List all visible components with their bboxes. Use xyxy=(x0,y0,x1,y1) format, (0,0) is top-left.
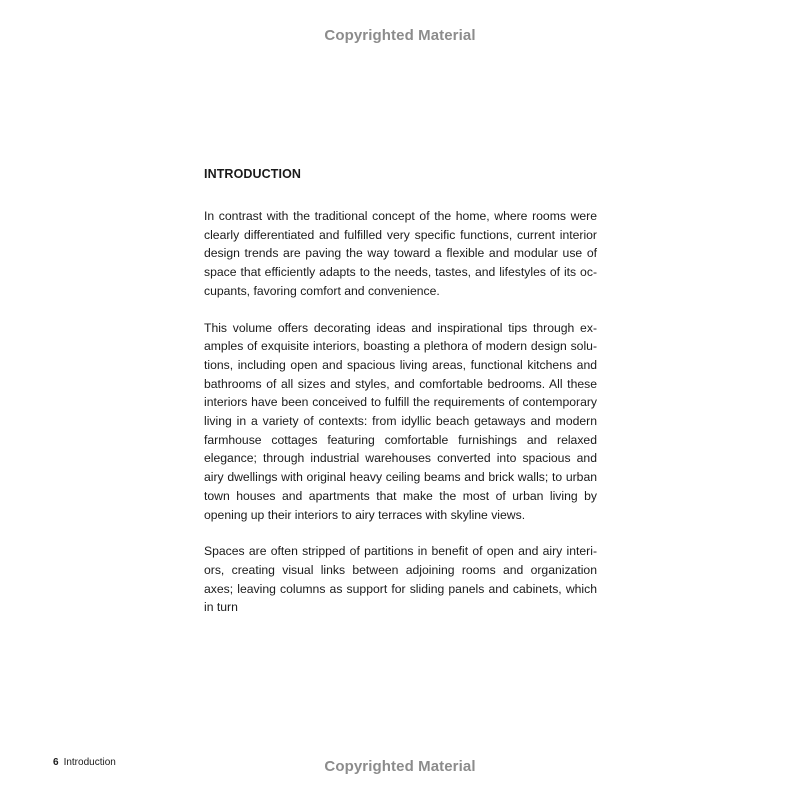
paragraph-1: In contrast with the traditional concept of the home, where rooms were clearly differentiated and fulfilled very specific functions, current interior design trends are paving the way toward a flexible and modular use of space that efficiently adapts to the needs, tastes, and lifestyles of its occupants, favoring comfort and convenience. xyxy=(204,209,597,298)
watermark-bottom: Copyrighted Material xyxy=(324,758,476,775)
article-body xyxy=(204,165,597,635)
page-title: INTRODUCTION xyxy=(204,167,302,181)
page-number: 6 xyxy=(53,757,59,768)
section-name: Introduction xyxy=(63,757,116,768)
watermark-top: Copyrighted Material xyxy=(324,27,476,44)
paragraph-3: Spaces are often stripped of partitions in benefit of open and airy interiors, creating visual links between adjoining rooms and organization axes; leaving columns as support for sliding panels and cabinets, which in turn xyxy=(204,544,597,615)
paragraph-2: This volume offers decorating ideas and inspirational tips through examples of exquisite interiors, boasting a plethora of modern design solutions, including open and spacious living areas, functional kitchens and bathrooms of all sizes and styles, and comfortable bedrooms. All these interiors have been conceived to fulfill the requirements of contemporary living in a variety of contexts: from idyllic beach getaways and modern farmhouse cottages featuring comfortable furnishings and relaxed elegance; through industrial warehouses converted into spacious and airy dwellings with original heavy ceiling beams and brick walls; to urban town houses and apartments that make the most of urban living by opening up their interiors to airy terraces with skyline views. xyxy=(204,320,597,522)
